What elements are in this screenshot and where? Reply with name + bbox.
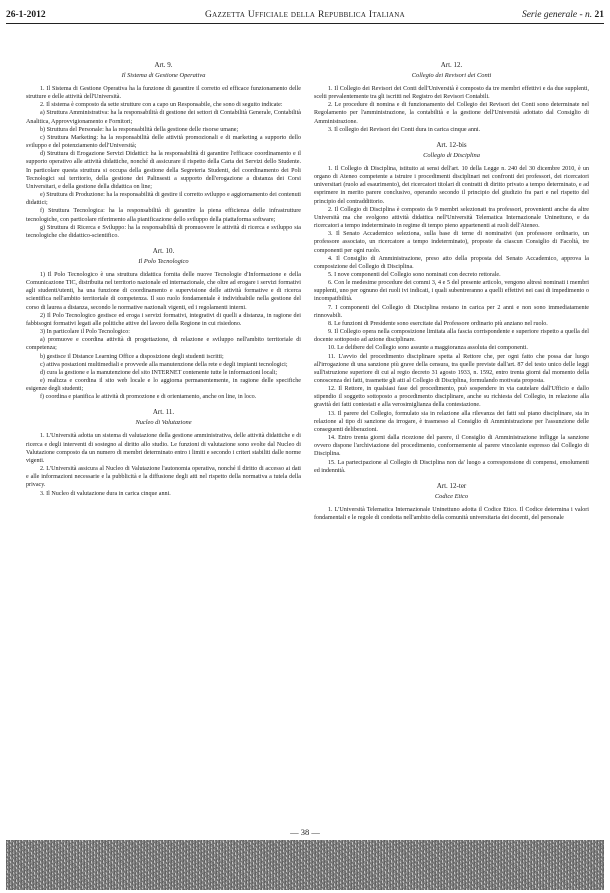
- paragraph: 3. Il Senato Accademico seleziona, sulla base di terne di nominativi (un professore ordinario, un professore associato, un ricercatore a tempo indeterminato), proposte da ciascun Consiglio di Facoltà, tre componenti per ogni ruolo.: [314, 231, 589, 254]
- article-heading: Art. 12.: [440, 61, 463, 69]
- paragraph: 1. Il Sistema di Gestione Operativa ha la funzione di garantire il corretto ed efficace funzionamento delle strutture e delle attività dell'Università.: [26, 86, 301, 101]
- header-series-label: Serie generale - n.: [521, 10, 593, 20]
- paragraph: 11. L'avvio del procedimento disciplinare spetta al Rettore che, per ogni fatto che possa dar luogo all'irrogazione di una sanzione più grave della censura, tra quelle previste dall'art. 87 del testo unico delle leggi sull'istruzione superiore di cui al regio decreto 31 agosto 1933, n. 1592, entro trenta giorni dal momento della conoscenza dei fatti, trasmette gli atti al Collegio di Disciplina, formulando motivata proposta.: [314, 353, 589, 384]
- paragraph: 1. L'Università adotta un sistema di valutazione della gestione amministrativa, delle attività didattiche e di ricerca e degli interventi di sostegno al diritto allo studio. Le funzioni di valutazione sono svolte dal Nucleo di Valutazione composto da un numero di membri determinato entro i limiti e secondo i criteri stabiliti dalle norme vigenti.: [26, 433, 301, 464]
- page-header: [6, 6, 604, 22]
- paragraph: 1. L'Università Telematica Internazionale Uninettuno adotta il Codice Etico. Il Codice determina i valori fondamentali e le regole di condotta nell'ambito della comunità universitaria dei docenti, del personale: [314, 506, 589, 522]
- paragraph: d) cura la gestione e la manutenzione del sito INTERNET contenente tutte le informazioni locali;: [40, 369, 278, 376]
- paragraph: 2. Il sistema è composto da sette strutture con a capo un Responsabile, che sono di seguito indicate:: [40, 102, 283, 109]
- paragraph: 2. Le procedure di nomina e di funzionamento del Collegio dei Revisori dei Conti sono determinate nel Regolamento per l'amministrazione, la contabilità e la gestione dell'Università adottato dal Consiglio di Amministrazione.: [314, 102, 589, 125]
- datamatrix-code: [6, 840, 604, 890]
- paragraph: 12. Il Rettore, in qualsiasi fase del procedimento, può sospendere in via cautelare dall'Ufficio e dallo stipendio il soggetto sottoposto a procedimento disciplinare, anche su richiesta del Collegio, in relazione alla gravità dei fatti contestati e alla verosimiglianza della contestazione.: [314, 386, 589, 409]
- article-heading: Art. 9.: [154, 61, 173, 69]
- paragraph: e) Struttura di Produzione: ha la responsabilità di gestire il corretto sviluppo e aggiornamento dei contenuti didattici;: [26, 192, 301, 207]
- paragraph: 3. Il collegio dei Revisori dei Conti dura in carica cinque anni.: [328, 126, 481, 133]
- paragraph: 1. Il Collegio di Disciplina, istituito ai sensi dell'art. 10 della Legge n. 240 del 30 dicembre 2010, è un organo di Ateneo competente a istruire i procedimenti disciplinari nei confronti dei professori, dei ricercatori universitari (ruolo ad esaurimento), dei ricercatori titolari di contratti di diritto privato a tempo determinato, e ad esprimere in merito parere conclusivo, operando secondo il principio del giudizio fra pari e nel rispetto del principio del contraddittorio.: [314, 165, 589, 205]
- article-heading: Art. 12-ter: [436, 481, 467, 490]
- paragraph: f) coordina e pianifica le attività di promozione e di orientamento, anche on line, in loco.: [40, 394, 257, 401]
- header-series: [522, 8, 604, 22]
- paragraph: 3) In particolare il Polo Tecnologico:: [40, 329, 130, 336]
- article-title: Nucleo di Valutazione: [135, 419, 192, 427]
- paragraph: 9. Il Collegio opera nella composizione limitata alla fascia corrispondente e superiore rispetto a quella del docente sottoposto ad azione disciplinare.: [314, 329, 589, 344]
- right-column: [314, 60, 589, 838]
- paragraph: 2. Il Collegio di Disciplina è composto da 9 membri selezionati tra professori, provenienti anche da altre Università ma che svolgono attività didattica nell'Università Telematica Internazionale Uninettuno, e da ricercatori a tempo indeterminato in regime di tempo pieno appartenenti ai ruoli dell'Ateneo.: [314, 206, 589, 230]
- paragraph: 6. Con le medesime procedure dei commi 3, 4 e 5 del presente articolo, vengono altresì nominati i membri supplenti, uno per ognuno dei ruoli ivi indicati, i quali subentreranno a quelli effettivi nei casi di impedimento o incompatibilità.: [314, 280, 589, 303]
- article-heading: Art. 11.: [152, 408, 175, 417]
- paragraph: 2. L'Università assicura al Nucleo di Valutazione l'autonomia operativa, nonché il diritto di accesso ai dati e alle informazioni necessarie e la pubblicità e la diffusione degli atti nel rispetto della normativa a tutela della privacy.: [26, 466, 301, 489]
- paragraph: 1. Il Collegio dei Revisori dei Conti dell'Università è composto da tre membri effettivi e da due supplenti, scelti prevalentemente tra gli iscritti nel Registro dei Revisori Contabili.: [314, 86, 589, 101]
- header-title: Gazzetta Ufficiale della Repubblica Italiana: [205, 10, 405, 20]
- paragraph: 8. Le funzioni di Presidente sono esercitate dal Professore ordinario più anziano nel ruolo.: [328, 320, 548, 327]
- article-heading: Art. 10.: [152, 246, 175, 255]
- article-title: Collegio di Disciplina: [423, 151, 480, 159]
- paragraph: b) gestisce il Distance Learning Office a disposizione degli studenti iscritti;: [40, 353, 224, 360]
- article-title: Collegio dei Revisori dei Conti: [411, 72, 492, 79]
- article-title: Codice Etico: [434, 492, 469, 500]
- header-date: 26-1-2012: [6, 10, 46, 20]
- header-series-number: 21: [594, 10, 604, 20]
- paragraph: 2) Il Polo Tecnologico gestisce ed eroga i servizi formativi, integrativi di quelli a distanza, in ragione dei fabbisogni formativi legati alle politiche attive del lavoro della Regione in cui risiedono.: [26, 312, 301, 327]
- paragraph: 14. Entro trenta giorni dalla ricezione del parere, il Consiglio di Amministrazione infligge la sanzione ovvero dispone l'archiviazione del procedimento, conformemente al parere vincolante espresso dal Collegio di Disciplina.: [314, 435, 589, 458]
- paragraph: 5. I nove componenti del Collegio sono nominati con decreto rettorale.: [328, 271, 501, 278]
- paragraph: 1) Il Polo Tecnologico è una struttura didattica fornita delle nuove Tecnologie d'Informazione e della Comunicazione TIC, distribuita nel territorio nazionale ed internazionale, che oltre ad erogare i servizi formativi agli studenti/utenti, ha una funzione di coordinamento e supervisione delle attività formative e di ricerca scientifica nell'ambito territoriale di competenza. Il suo ruolo fondamentale è individuabile nella gestione del corso di laurea a distanza, secondo le normative nazionali vigenti, ed i regolamenti interni.: [26, 271, 301, 311]
- paragraph: c) Struttura Marketing: ha la responsabilità delle attività promozionali e di marketing a supporto dello sviluppo e del potenziamento dell'Università;: [26, 134, 301, 150]
- paragraph: a) Struttura Amministrativa: ha la responsabilità di gestione dei settori di Contabilità Generale, Contabilità Analitica, Approvvigionamento e Fornitori;: [26, 110, 301, 125]
- article-title: Il Sistema di Gestione Operativa: [121, 72, 206, 79]
- paragraph: 13. Il parere del Collegio, formulato sia in relazione alla rilevanza dei fatti sul piano disciplinare, sia in relazione al tipo di sanzione da irrogare, è trasmesso al Consiglio di Amministrazione per l'assunzione delle conseguenti deliberazioni.: [314, 410, 589, 433]
- page-number: — 38 —: [255, 827, 355, 839]
- paragraph: b) Struttura del Personale: ha la responsabilità della gestione delle risorse umane;: [40, 126, 239, 133]
- paragraph: 15. La partecipazione al Collegio di Disciplina non da' luogo a corresponsione di compensi, emolumenti ed indennità.: [314, 459, 589, 474]
- paragraph: c) attiva postazioni multimediali e provvede alla manutenzione della rete e degli impianti tecnologici;: [40, 361, 288, 368]
- header-rule: [6, 23, 604, 24]
- article-title: Il Polo Tecnologico: [138, 257, 189, 265]
- paragraph: a) promuove e coordina attività di progettazione, di relazione e sviluppo nell'ambito territoriale di competenza;: [26, 337, 301, 352]
- paragraph: g) Struttura di Ricerca e Sviluppo: ha la responsabilità di promuovere le attività di ricerca e sviluppo sia tecnologiche che didattico-scientifico.: [26, 224, 301, 239]
- paragraph: 4. Il Consiglio di Amministrazione, preso atto della proposta del Senato Accademico, approva la composizione del Collegio di Disciplina.: [314, 255, 589, 270]
- paragraph: 3. Il Nucleo di valutazione dura in carica cinque anni.: [40, 490, 171, 497]
- paragraph: d) Struttura di Erogazione Servizi Didattici: ha la responsabilità di garantire l'efficace coordinamento e il supporto operativo alle attività didattiche, nonché di assicurare il rispetto della Carta dei Servizi dello Studente. In particolare questa struttura si occupa della gestione della Segreteria Studenti, del coordinamento dei Poli Tecnologici sul territorio, della gestione dei Palinsesti a supporto dell'erogazione a distanza dei Corsi Universitari, e della gestione della didattica on line;: [26, 151, 301, 190]
- article-heading: Art. 12-bis: [436, 140, 467, 149]
- paragraph: 10. Le delibere del Collegio sono assunte a maggioranza assoluta dei componenti.: [328, 345, 528, 352]
- paragraph: e) realizza e coordina il sito web locale e lo aggiorna permanentemente, in ragione delle specifiche esigenze degli studenti;: [26, 378, 301, 393]
- paragraph: f) Struttura Tecnologica: ha la responsabilità di garantire la piena efficienza delle infrastrutture tecnologiche, con particolare riferimento alla pianificazione dello sviluppo della piattaforma software;: [26, 208, 301, 223]
- left-column: [26, 60, 301, 838]
- paragraph: 7. I componenti del Collegio di Disciplina restano in carica per 2 anni e non sono immediatamente rinnovabili.: [314, 304, 589, 319]
